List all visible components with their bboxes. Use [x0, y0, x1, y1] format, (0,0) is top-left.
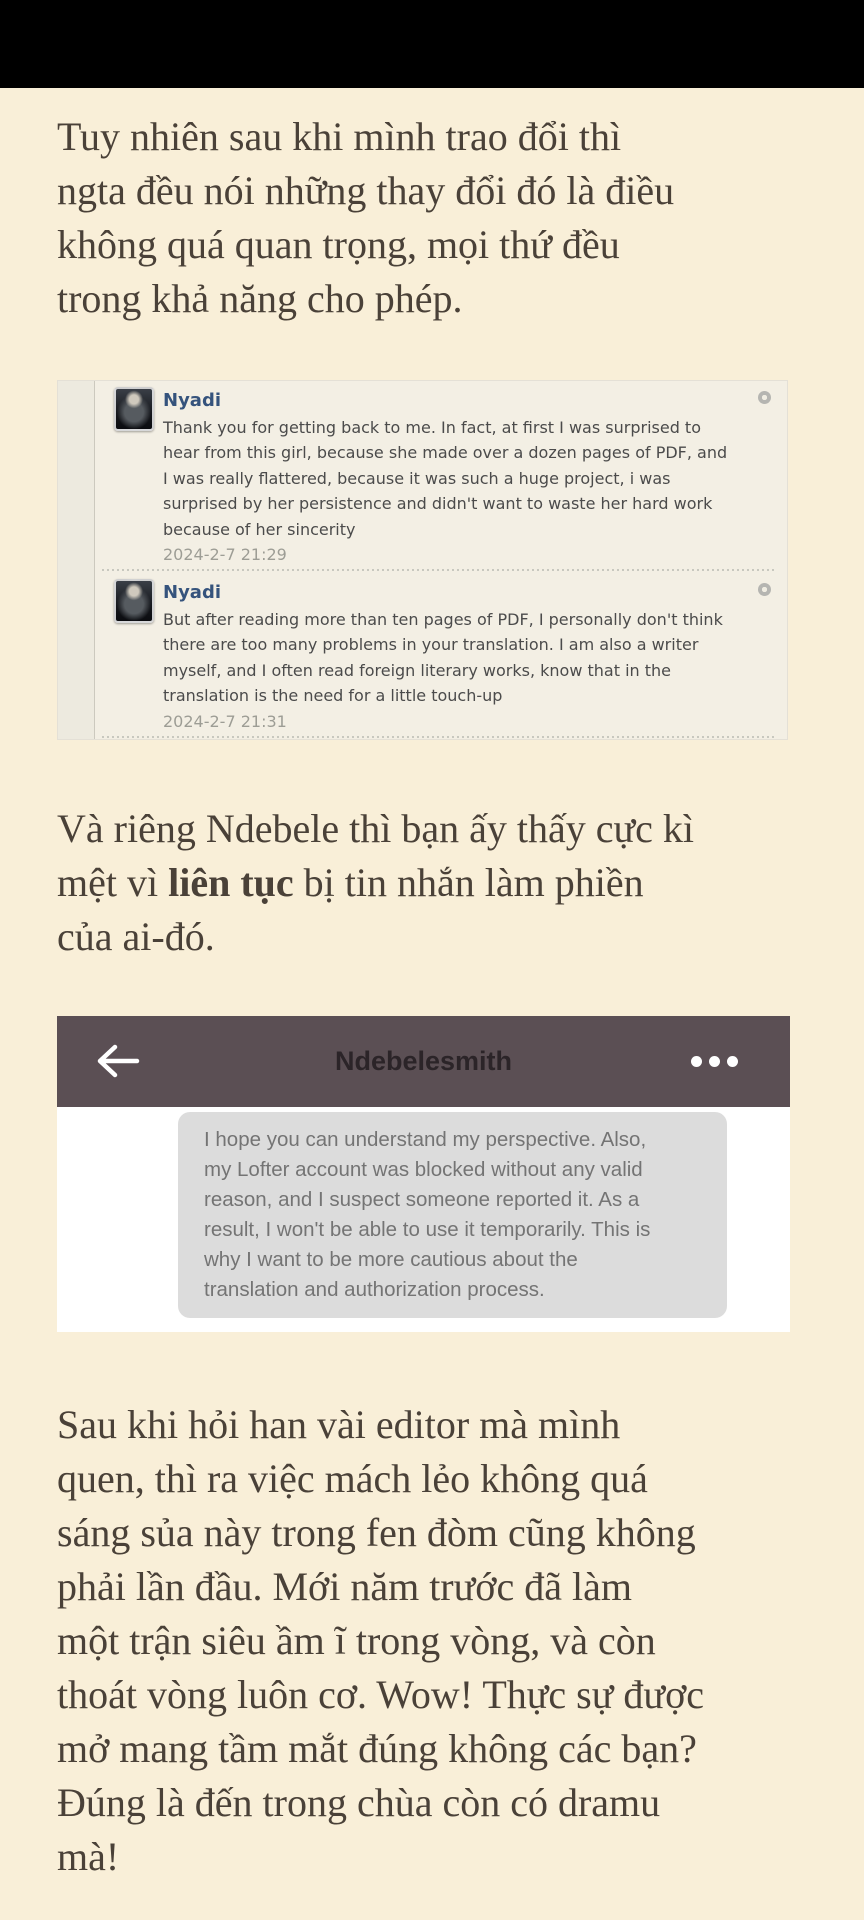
chat-message	[163, 581, 775, 734]
dotted-separator	[102, 569, 777, 571]
bubble-line: why I want to be more cautious about the	[204, 1248, 578, 1271]
text-line: quen, thì ra việc mách lẻo không quá	[57, 1456, 648, 1501]
text-line: trong khả năng cho phép.	[57, 276, 463, 321]
message-line: hear from this girl, because she made over a dozen pages of PDF, and	[163, 443, 728, 463]
messenger-header	[57, 1016, 790, 1107]
message-author: Nyadi	[163, 390, 221, 411]
message-line: myself, and I often read foreign literary works, know that in the	[163, 660, 672, 680]
bubble-line: I hope you can understand my perspective. Also,	[204, 1128, 647, 1151]
message-bubble	[178, 1112, 727, 1318]
message-line: translation is the need for a little touch-up	[163, 686, 503, 706]
message-author: Nyadi	[163, 582, 221, 603]
chat-left-margin-strip	[58, 381, 95, 739]
text-line: không quá quan trọng, mọi thứ đều	[57, 222, 620, 267]
text-line: Và riêng Ndebele thì bạn ấy thấy cực kì	[57, 806, 694, 851]
paragraph-2	[57, 802, 694, 964]
message-line: surprised by her persistence and didn't want to waste her hard work	[163, 494, 713, 514]
text-line: Đúng là đến trong chùa còn có dramu	[57, 1780, 661, 1825]
dotted-separator	[102, 736, 777, 738]
paragraph-3	[57, 1398, 704, 1884]
text-line: Tuy nhiên sau khi mình trao đổi thì	[57, 114, 622, 159]
text-line: mà!	[57, 1834, 120, 1879]
text-segment: bị tin nhắn làm phiền	[293, 860, 644, 905]
text-line: một trận siêu ầm ĩ trong vòng, và còn	[57, 1618, 656, 1663]
top-black-bar	[0, 0, 864, 88]
more-options-icon	[691, 1056, 738, 1067]
chat-title: Ndebelesmith	[334, 1046, 513, 1076]
paragraph-1	[57, 110, 674, 326]
message-line: because of her sincerity	[163, 519, 356, 539]
messenger-screenshot-image	[57, 1016, 790, 1332]
bubble-line: reason, and I suspect someone reported it. As a	[204, 1188, 640, 1211]
bold-text: liên tục	[168, 860, 294, 905]
bubble-line: translation and authorization process.	[204, 1278, 545, 1301]
text-line: phải lần đầu. Mới năm trước đã làm	[57, 1564, 632, 1609]
text-line	[57, 856, 694, 910]
text-segment: mệt vì	[57, 860, 169, 905]
message-line: But after reading more than ten pages of PDF, I personally don't think	[163, 610, 723, 629]
text-line: Sau khi hỏi han vài editor mà mình	[57, 1402, 621, 1447]
text-line: của ai-đó.	[57, 914, 215, 959]
messenger-body	[57, 1107, 790, 1332]
bubble-line: result, I won't be able to use it temporarily. This is	[204, 1218, 651, 1241]
message-line: Thank you for getting back to me. In fact, at first I was surprised to	[163, 418, 701, 437]
text-line: ngta đều nói những thay đổi đó là điều	[57, 168, 675, 213]
text-line: sáng sủa này trong fen đòm cũng không	[57, 1510, 696, 1555]
avatar	[114, 387, 154, 431]
chat-screenshot-image	[57, 380, 788, 740]
text-line: mở mang tầm mắt đúng không các bạn?	[57, 1726, 697, 1771]
message-timestamp: 2024-2-7 21:31	[163, 711, 287, 731]
message-line: I was really flattered, because it was such a huge project, i was	[163, 468, 671, 488]
avatar	[114, 579, 154, 623]
message-line: there are too many problems in your translation. I am also a writer	[163, 635, 699, 655]
message-timestamp: 2024-2-7 21:29	[163, 545, 287, 565]
bubble-line: my Lofter account was blocked without any valid	[204, 1158, 643, 1181]
chat-message	[163, 389, 775, 567]
text-line: thoát vòng luôn cơ. Wow! Thực sự được	[57, 1672, 705, 1717]
